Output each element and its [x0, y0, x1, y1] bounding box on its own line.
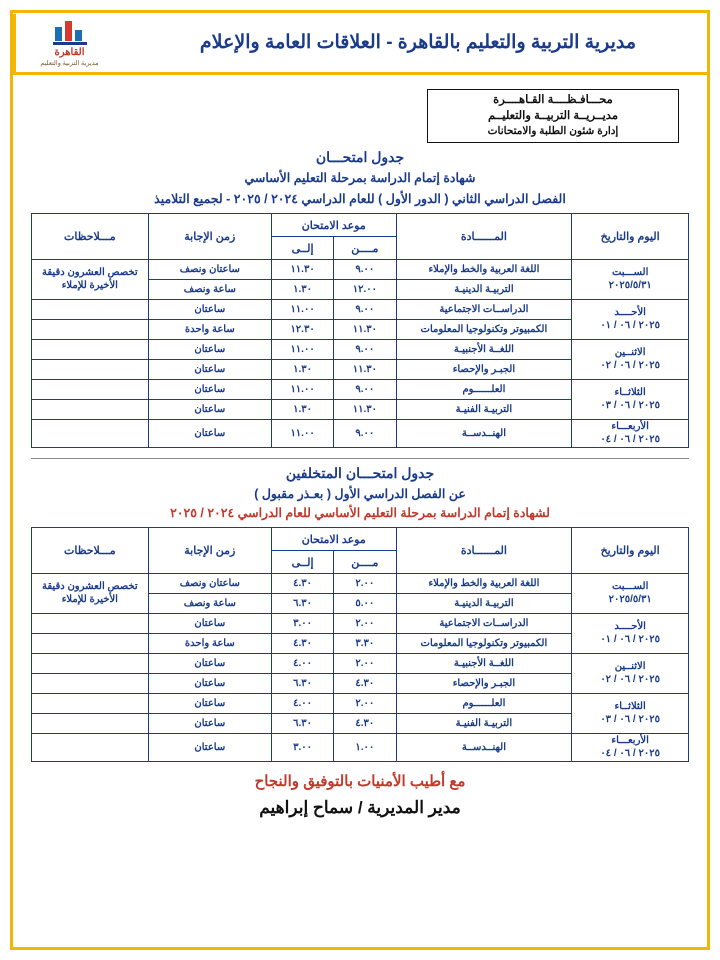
cell-day: الأحــــد ٢٠٢٥ / ٠٦ / ٠١	[572, 300, 689, 340]
table-row	[32, 260, 689, 280]
cell-from: ٩.٠٠	[334, 300, 396, 320]
section1-title-2: شهادة إتمام الدراسة بمرحلة التعليم الأساسي	[244, 171, 476, 186]
table-row	[32, 300, 689, 320]
cell-day: الأحــــد ٢٠٢٥ / ٠٦ / ٠١	[572, 614, 689, 654]
cell-day: الأربعـــاء ٢٠٢٥ / ٠٦ / ٠٤	[572, 734, 689, 762]
cell-from: ٢.٠٠	[334, 614, 396, 634]
cell-to: ١١.٠٠	[271, 340, 333, 360]
section2-title-2: عن الفصل الدراسي الأول ( بعـذر مقبول )	[254, 487, 466, 502]
cell-answer-time: ساعتان	[148, 360, 271, 380]
cell-to: ١١.٠٠	[271, 380, 333, 400]
table-header-row-1	[32, 214, 689, 237]
cell-answer-time: ساعتان	[148, 674, 271, 694]
cell-answer-time: ساعتان	[148, 694, 271, 714]
table-head	[32, 214, 689, 260]
cell-to: ١.٣٠	[271, 360, 333, 380]
cell-day: الســـبت ٢٠٢٥/٥/٣١	[572, 260, 689, 300]
cell-notes	[32, 380, 149, 400]
table-body	[32, 574, 689, 762]
cell-notes	[32, 614, 149, 634]
cell-to: ١.٣٠	[271, 400, 333, 420]
cell-notes	[32, 340, 149, 360]
cell-subject: الجبـر والإحصاء	[396, 674, 572, 694]
cell-answer-time: ساعة ونصف	[148, 594, 271, 614]
cell-from: ٢.٠٠	[334, 654, 396, 674]
cell-to: ٦.٣٠	[271, 674, 333, 694]
signature-text: مدير المديرية / سماح إبراهيم	[259, 798, 461, 818]
table-row	[32, 340, 689, 360]
section1-title-1: جدول امتحـــان	[315, 149, 405, 166]
cell-to: ٤.٠٠	[271, 694, 333, 714]
cell-notes	[32, 320, 149, 340]
cell-answer-time: ساعتان	[148, 714, 271, 734]
document-header	[13, 13, 707, 75]
cell-from: ١.٠٠	[334, 734, 396, 762]
cell-notes	[32, 634, 149, 654]
table-row	[32, 654, 689, 674]
cell-answer-time: ساعتان ونصف	[148, 574, 271, 594]
cell-from: ١١.٣٠	[334, 360, 396, 380]
cell-notes	[32, 674, 149, 694]
cell-notes	[32, 654, 149, 674]
header-exam-time: موعد الامتحان	[271, 528, 396, 551]
cell-to: ٦.٣٠	[271, 714, 333, 734]
cell-subject: العلــــــوم	[396, 694, 572, 714]
cell-notes	[32, 734, 149, 762]
cell-from: ٩.٠٠	[334, 420, 396, 448]
cell-notes: تخصص العشرون دقيقة الأخيرة للإملاء	[32, 574, 149, 614]
cell-answer-time: ساعتان	[148, 380, 271, 400]
section1-title-3: الفصل الدراسي الثاني ( الدور الأول ) للعام الدراسي ٢٠٢٤ / ٢٠٢٥ - لجميع التلاميذ	[154, 192, 566, 207]
cell-answer-time: ساعتان	[148, 734, 271, 762]
cell-notes	[32, 714, 149, 734]
cell-subject: الدراســات الاجتماعية	[396, 300, 572, 320]
header-day: اليوم والتاريخ	[572, 214, 689, 260]
gov-line-1: محـــافـظــــة القـاهــــرة	[493, 94, 613, 106]
cell-subject: اللغــة الأجنبيـة	[396, 340, 572, 360]
table-row	[32, 614, 689, 634]
cell-answer-time: ساعتان	[148, 654, 271, 674]
cell-from: ١١.٣٠	[334, 400, 396, 420]
header-answer-time: زمن الإجابة	[148, 214, 271, 260]
table-row	[32, 574, 689, 594]
header-to: إلــى	[271, 237, 333, 260]
cell-from: ٩.٠٠	[334, 380, 396, 400]
cell-notes: تخصص العشرون دقيقة الأخيرة للإملاء	[32, 260, 149, 300]
gov-line-3: إدارة شئون الطلبة والامتحانات	[487, 125, 619, 138]
cell-subject: اللغة العربية والخط والإملاء	[396, 574, 572, 594]
table-body	[32, 260, 689, 448]
header-from: مــــن	[334, 551, 396, 574]
cell-from: ٢.٠٠	[334, 694, 396, 714]
cell-subject: التربيـة الفنيـة	[396, 714, 572, 734]
table-row	[32, 380, 689, 400]
cell-subject: الهنــدســة	[396, 420, 572, 448]
cell-from: ٢.٠٠	[334, 574, 396, 594]
cell-subject: الهنــدســة	[396, 734, 572, 762]
cell-answer-time: ساعة واحدة	[148, 634, 271, 654]
header-subject: المــــــادة	[396, 214, 572, 260]
cell-subject: التربيـة الفنيـة	[396, 400, 572, 420]
cell-to: ٤.٣٠	[271, 634, 333, 654]
cell-to: ١٢.٣٠	[271, 320, 333, 340]
cell-subject: الدراســات الاجتماعية	[396, 614, 572, 634]
cell-notes	[32, 400, 149, 420]
cell-to: ٣.٠٠	[271, 614, 333, 634]
section2-title-3: لشهادة إتمام الدراسة بمرحلة التعليم الأساسي للعام الدراسي ٢٠٢٤ / ٢٠٢٥	[170, 506, 550, 521]
cell-notes	[32, 420, 149, 448]
cell-to: ٦.٣٠	[271, 594, 333, 614]
cell-to: ٤.٣٠	[271, 574, 333, 594]
cell-answer-time: ساعتان	[148, 300, 271, 320]
cell-answer-time: ساعتان	[148, 614, 271, 634]
cell-subject: الجبـر والإحصاء	[396, 360, 572, 380]
governorate-block	[427, 89, 679, 143]
cell-subject: اللغــة الأجنبيـة	[396, 654, 572, 674]
cell-answer-time: ساعتان	[148, 400, 271, 420]
cell-answer-time: ساعتان	[148, 420, 271, 448]
document-frame	[10, 10, 710, 950]
header-exam-time: موعد الامتحان	[271, 214, 396, 237]
cell-day: الأربعـــاء ٢٠٢٥ / ٠٦ / ٠٤	[572, 420, 689, 448]
section2-titles	[31, 465, 689, 520]
header-to: إلــى	[271, 551, 333, 574]
cell-subject: العلــــــوم	[396, 380, 572, 400]
cell-from: ١١.٣٠	[334, 320, 396, 340]
cell-answer-time: ساعة واحدة	[148, 320, 271, 340]
schedule-table-first-round	[31, 213, 689, 448]
cell-subject: التربيـة الدينيـة	[396, 594, 572, 614]
cell-subject: الكمبيوتر وتكنولوجيا المعلومات	[396, 320, 572, 340]
section1-titles	[31, 149, 689, 206]
header-answer-time: زمن الإجابة	[148, 528, 271, 574]
cell-to: ١.٣٠	[271, 280, 333, 300]
directorate-logo	[13, 14, 123, 72]
logo-icon	[53, 19, 87, 45]
cell-day: الاثنــين ٢٠٢٥ / ٠٦ / ٠٢	[572, 340, 689, 380]
cell-subject: التربيـة الدينيـة	[396, 280, 572, 300]
table-head	[32, 528, 689, 574]
header-day: اليوم والتاريخ	[572, 528, 689, 574]
schedule-table-makeup	[31, 527, 689, 762]
header-from: مــــن	[334, 237, 396, 260]
cell-answer-time: ساعتان	[148, 340, 271, 360]
cell-to: ١١.٠٠	[271, 420, 333, 448]
header-notes: مـــلاحظات	[32, 528, 149, 574]
cell-to: ٤.٠٠	[271, 654, 333, 674]
logo-subtitle: مديرية التربية والتعليم	[40, 59, 99, 67]
cell-answer-time: ساعتان ونصف	[148, 260, 271, 280]
cell-notes	[32, 360, 149, 380]
cell-day: الثلاثــاء ٢٠٢٥ / ٠٦ / ٠٣	[572, 380, 689, 420]
cell-answer-time: ساعة ونصف	[148, 280, 271, 300]
page-title: مديرية التربية والتعليم بالقاهرة - العلاقات العامة والإعلام	[199, 32, 637, 53]
cell-to: ١١.٣٠	[271, 260, 333, 280]
cell-day: الثلاثــاء ٢٠٢٥ / ٠٦ / ٠٣	[572, 694, 689, 734]
gov-line-2: مديــريــة التربيــة والتعليــم	[487, 109, 618, 122]
cell-notes	[32, 694, 149, 714]
cell-from: ٤.٣٠	[334, 674, 396, 694]
cell-to: ٣.٠٠	[271, 734, 333, 762]
section2-title-1: جدول امتحـــان المتخلفين	[285, 465, 435, 482]
cell-to: ١١.٠٠	[271, 300, 333, 320]
wishes-text: مع أطيب الأمنيات بالتوفيق والنجاح	[254, 773, 466, 791]
cell-from: ٩.٠٠	[334, 260, 396, 280]
cell-subject: اللغة العربية والخط والإملاء	[396, 260, 572, 280]
cell-day: الاثنــين ٢٠٢٥ / ٠٦ / ٠٢	[572, 654, 689, 694]
table-row	[32, 694, 689, 714]
cell-from: ١٢.٠٠	[334, 280, 396, 300]
table-header-row-1	[32, 528, 689, 551]
cell-from: ٥.٠٠	[334, 594, 396, 614]
cell-subject: الكمبيوتر وتكنولوجيا المعلومات	[396, 634, 572, 654]
document-body	[13, 75, 707, 824]
cell-day: الســـبت ٢٠٢٥/٥/٣١	[572, 574, 689, 614]
header-notes: مـــلاحظات	[32, 214, 149, 260]
cell-from: ٩.٠٠	[334, 340, 396, 360]
cell-from: ٣.٣٠	[334, 634, 396, 654]
header-subject: المــــــادة	[396, 528, 572, 574]
cell-notes	[32, 300, 149, 320]
document-footer	[31, 772, 689, 818]
table-row	[32, 734, 689, 762]
table-row	[32, 420, 689, 448]
cell-from: ٤.٣٠	[334, 714, 396, 734]
logo-name: القاهرة	[54, 46, 85, 58]
section-divider	[31, 458, 689, 459]
